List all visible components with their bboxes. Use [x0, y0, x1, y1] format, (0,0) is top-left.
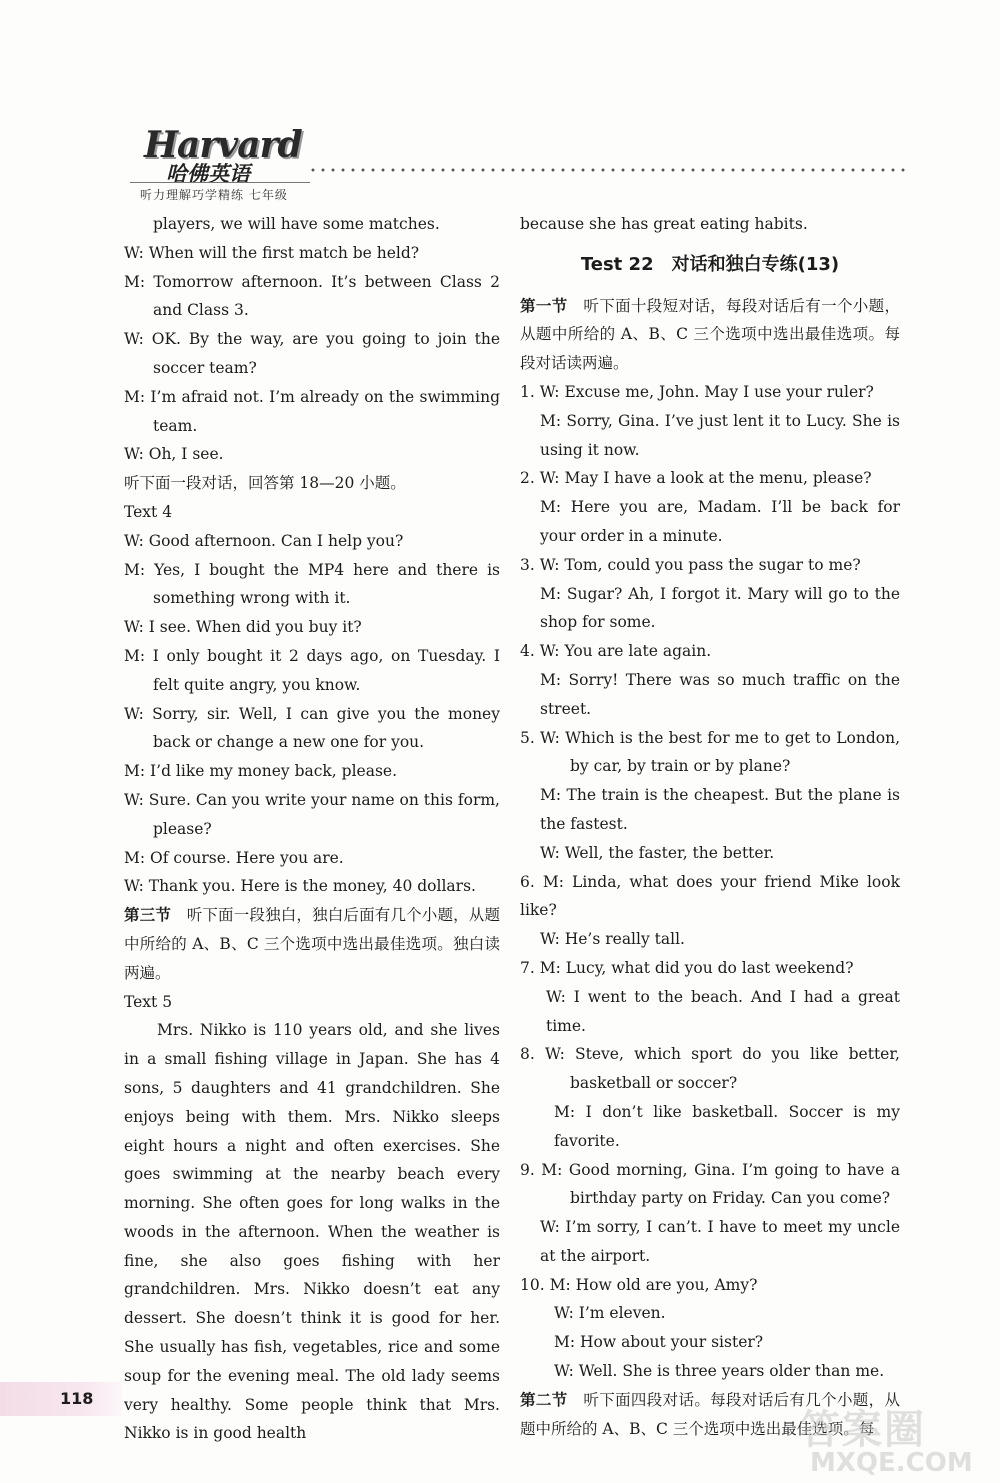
text-line: W: I see. When did you buy it? [124, 618, 362, 637]
text-line: M: Yes, I bought the MP4 here and there is something wrong with it. [124, 560, 500, 608]
page-header [118, 120, 918, 210]
text-line: W: OK. By the way, are you going to join the soccer team? [124, 330, 500, 377]
text-line: players, we will have some matches. [153, 215, 440, 233]
text-line: W: Good afternoon. Can I help you? [124, 531, 404, 550]
logo-subtitle: 听力理解巧学精练 七年级 [140, 188, 288, 202]
watermark-url: MXQE.COM [810, 1448, 973, 1478]
text-line: 4. W: You are late again. [520, 642, 712, 661]
text-line: W: I went to the beach. And I had a great time. [546, 987, 900, 1035]
section-instruction: 第二节 听下面四段对话。每段对话后有几个小题，从题中所给的 A、B、C 三个选项中选出最佳选项。每 [520, 1390, 900, 1438]
text-line: M: Sorry! There was so much traffic on the street. [540, 670, 900, 718]
text-line: M: I’m afraid not. I’m already on the swimming team. [124, 387, 500, 435]
text-line: Text 5 [124, 992, 173, 1011]
logo-chinese-title: 哈佛英语 [166, 162, 250, 186]
text-line: M: Tomorrow afternoon. It’s between Class 2 and Class 3. [124, 272, 500, 320]
text-line: 9. M: Good morning, Gina. I’m going to have a birthday party on Friday. Can you come? [520, 1160, 900, 1208]
text-line: 3. W: Tom, could you pass the sugar to me? [520, 555, 861, 574]
text-line: 1. W: Excuse me, John. May I use your ruler? [520, 382, 874, 401]
text-line: M: I only bought it 2 days ago, on Tuesday. I felt quite angry, you know. [124, 646, 500, 694]
text-line: 8. W: Steve, which sport do you like better, basketball or soccer? [520, 1045, 900, 1093]
text-line: W: Oh, I see. [124, 445, 224, 464]
text-line: M: How about your sister? [554, 1333, 764, 1352]
text-line: 听下面一段对话，回答第 18—20 小题。 [124, 474, 406, 493]
text-line: 5. W: Which is the best for me to get to London, by car, by train or by plane? [520, 728, 900, 776]
text-line: 2. W: May I have a look at the menu, please? [520, 469, 872, 488]
text-line: W: Sure. Can you write your name on this form, please? [124, 790, 500, 838]
watermark-text: 答案圈 [800, 1407, 926, 1453]
text-line: W: Well, the faster, the better. [540, 843, 775, 862]
text-line: M: Of course. Here you are. [124, 848, 344, 867]
text-line: 6. M: Linda, what does your friend Mike look like? [520, 872, 900, 920]
harvard-logo: Harvard [144, 124, 302, 166]
logo-divider [130, 182, 310, 183]
text-line: M: Here you are, Madam. I’ll be back for your order in a minute. [540, 498, 900, 545]
text-line: Text 4 [124, 502, 173, 521]
left-column [124, 210, 500, 1448]
section-instruction: 第一节 听下面十段短对话，每段对话后有一个小题，从题中所给的 A、B、C 三个选项中选出最佳选项。每段对话读两遍。 [520, 296, 900, 373]
text-line: 10. M: How old are you, Amy? [520, 1275, 758, 1294]
text-line: because she has great eating habits. [520, 215, 808, 233]
text-line: M: Sugar? Ah, I forgot it. Mary will go to the shop for some. [540, 584, 900, 632]
test-title: Test 22 对话和独白专练(13) [580, 253, 840, 275]
dotted-rule [308, 168, 908, 172]
text-line: 7. M: Lucy, what did you do last weekend? [520, 958, 854, 977]
text-line: Mrs. Nikko is 110 years old, and she lives in a small fishing village in Japan. She has 4 sons, 5 daughters and 41 grandchildren. She enjoys being with them. Mrs. Nikko sleeps eight hours a night and often exercises. She goes swimming at the nearby beach every morning. She often goes for long walks in the woods in the afternoon. When the weather is fine, she also goes fishing with her grandchildren. Mrs. Nikko doesn’t eat any dessert. She doesn’t think it is good for her. She usually has fish, vegetables, rice and some soup for the evening meal. The old lady seems very healthy. Some people think that Mrs. Nikko is in good health [124, 1021, 500, 1443]
text-line: W: Well. She is three years older than me. [554, 1362, 885, 1381]
text-line: W: He’s really tall. [540, 930, 685, 949]
page-number: 118 [0, 1382, 122, 1416]
watermark-logo [788, 1398, 993, 1480]
text-line: W: When will the first match be held? [124, 243, 420, 262]
section-instruction: 第三节 听下面一段独白，独白后面有几个小题，从题中所给的 A、B、C 三个选项中选出最佳选项。独白读两遍。 [124, 906, 500, 982]
text-line: W: Sorry, sir. Well, I can give you the money back or change a new one for you. [124, 704, 500, 752]
text-line: M: Sorry, Gina. I’ve just lent it to Lucy. She is using it now. [540, 411, 900, 459]
text-line: M: I’d like my money back, please. [124, 762, 398, 781]
right-column [520, 210, 900, 1443]
text-line: M: The train is the cheapest. But the plane is the fastest. [540, 786, 900, 833]
text-line: W: I’m sorry, I can’t. I have to meet my uncle at the airport. [540, 1218, 900, 1265]
text-line: W: I’m eleven. [554, 1304, 666, 1323]
text-line: M: I don’t like basketball. Soccer is my favorite. [554, 1102, 900, 1150]
text-line: W: Thank you. Here is the money, 40 dollars. [124, 877, 476, 896]
